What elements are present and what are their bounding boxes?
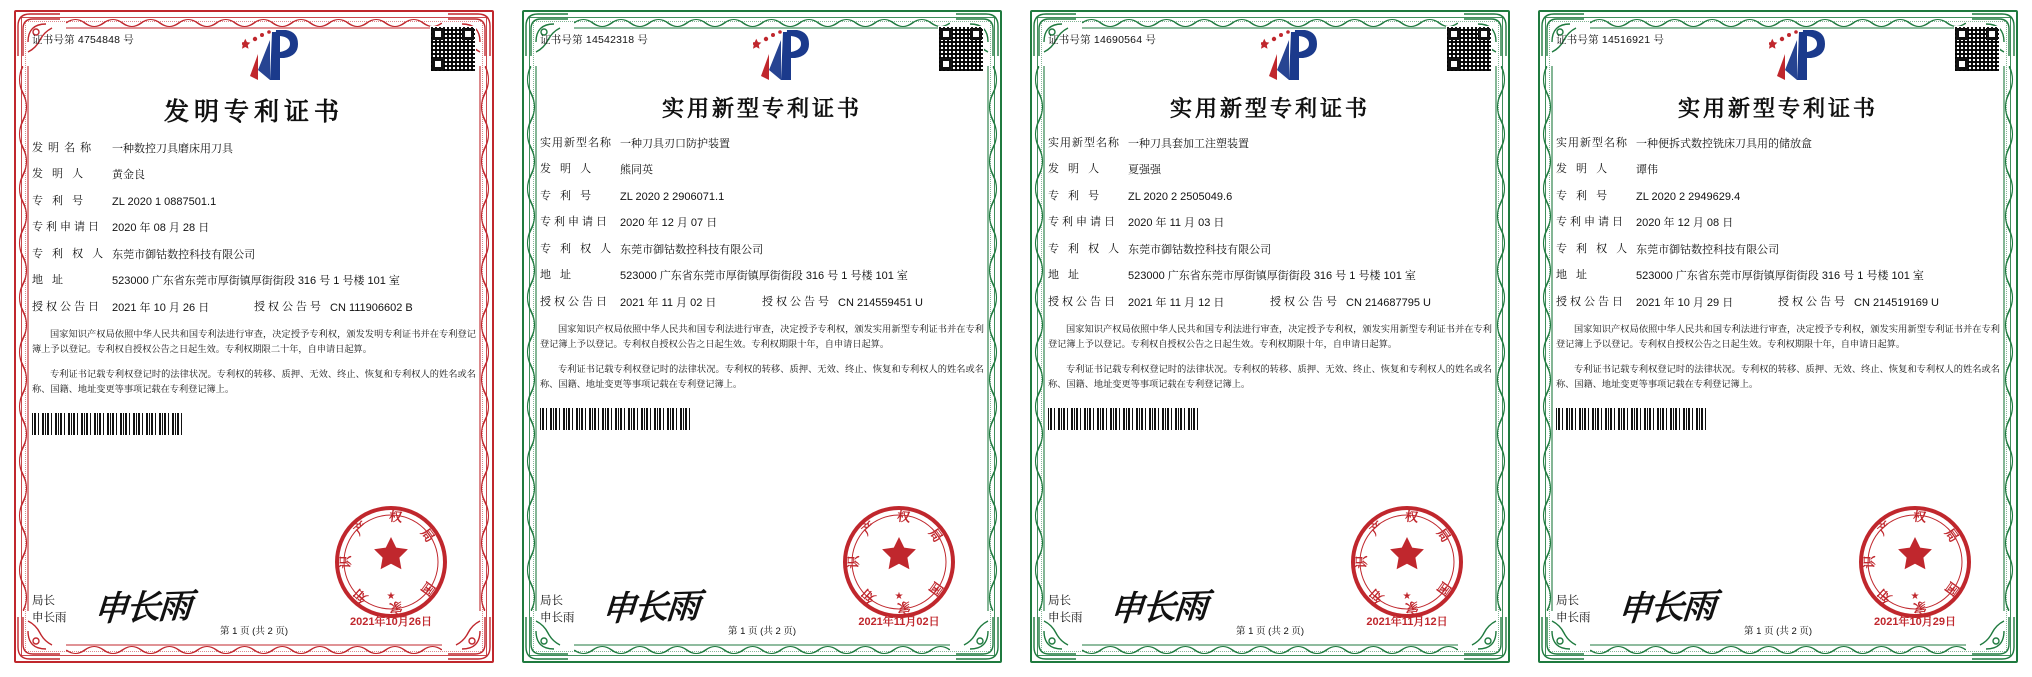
legal-paragraph: 国家知识产权局依照中华人民共和国专利法进行审查，决定授予专利权，颁发实用新型专利证书并在专利登记簿上予以登记。专利权自授权公告之日起生效。专利权期限十年，自申请日起算。 [540, 324, 984, 349]
barcode-icon [1556, 408, 1706, 430]
grant-number-field [762, 296, 984, 312]
cnipa-logo-icon [1261, 26, 1335, 84]
svg-text:★: ★ [1910, 591, 1920, 602]
field-label: 发 明 人 [1556, 163, 1611, 176]
page-title: 发明专利证书 [163, 99, 344, 126]
certificate-footer [32, 508, 476, 637]
page-number: 第 1 页 (共 2 页) [727, 626, 797, 637]
field-row [540, 163, 984, 179]
page-title: 实用新型专利证书 [1677, 96, 1878, 121]
svg-text:国: 国 [1941, 579, 1962, 599]
certificate-footer [1048, 508, 1492, 637]
field-row [540, 216, 984, 232]
svg-text:国: 国 [417, 579, 438, 599]
official-seal-icon [1348, 503, 1466, 621]
svg-text:国: 国 [925, 579, 946, 599]
edge-ornament-icon [16, 66, 30, 611]
svg-text:权: 权 [388, 508, 404, 525]
field-label: 专 利 权 人 [32, 247, 107, 260]
certificate-fields [32, 142, 476, 317]
field-row [540, 269, 984, 285]
certificate-number: 证书号第 14690564 号 [1048, 34, 1157, 46]
field-value: 523000 广东省东莞市厚街镇厚街街段 316 号 1 号楼 101 室 [1128, 270, 1416, 283]
director-label: 局长 [32, 594, 55, 607]
page-number: 第 1 页 (共 2 页) [1235, 626, 1305, 637]
edge-ornament-icon [986, 66, 1000, 611]
director-name: 申长雨 [32, 611, 67, 624]
patent-certificate [0, 0, 508, 677]
svg-text:局: 局 [925, 525, 946, 545]
field-row [1048, 163, 1492, 179]
edge-ornament-icon [2002, 66, 2016, 611]
director-name: 申长雨 [1556, 611, 1591, 624]
certificate-number: 证书号第 4754848 号 [32, 34, 135, 46]
svg-text:知: 知 [858, 585, 879, 606]
field-label: 专利申请日 [540, 216, 610, 229]
field-row [32, 248, 476, 264]
field-label: 专利申请日 [32, 221, 102, 234]
handwritten-signature: 申长雨 [92, 587, 192, 629]
certificate-header [540, 26, 984, 86]
svg-text:知: 知 [1366, 585, 1387, 606]
field-value: 东莞市御钴数控科技有限公司 [1128, 243, 1272, 256]
grant-date-label: 授权公告日 [540, 295, 610, 308]
field-value: 熊同英 [620, 164, 653, 177]
grant-date-label: 授权公告日 [1556, 295, 1626, 308]
edge-ornament-icon [1590, 643, 1966, 657]
field-value: 2020 年 12 月 07 日 [620, 217, 718, 230]
field-value: 一种刀具刃口防护装置 [620, 138, 730, 150]
field-value: 东莞市御钴数控科技有限公司 [620, 243, 764, 256]
qr-code-icon [1954, 26, 2000, 72]
field-value: 2020 年 12 月 08 日 [1636, 217, 1734, 230]
field-row [32, 142, 476, 158]
grant-date-field [1048, 296, 1270, 312]
svg-text:识: 识 [338, 555, 353, 569]
field-label: 发 明 人 [32, 168, 87, 181]
seal-date: 2021年11月12日 [1366, 616, 1448, 628]
legal-paragraph: 专利证书记载专利权登记时的法律状况。专利权的转移、质押、无效、终止、恢复和专利权人的姓名或名称、国籍、地址变更等事项记载在专利登记簿上。 [1556, 363, 2000, 389]
svg-text:家: 家 [1404, 599, 1420, 616]
field-row [540, 243, 984, 259]
legal-paragraph: 专利证书记载专利权登记时的法律状况。专利权的转移、质押、无效、终止、恢复和专利权人的姓名或名称、国籍、地址变更等事项记载在专利登记簿上。 [540, 363, 984, 389]
field-value: 一种数控刀具磨床用刀具 [112, 143, 233, 155]
svg-text:产: 产 [858, 518, 879, 539]
grant-date-field [1556, 296, 1778, 312]
cnipa-logo-icon [1769, 26, 1843, 84]
director-name: 申长雨 [1048, 611, 1083, 624]
director-label: 局长 [540, 594, 563, 607]
official-seal-icon [1856, 503, 1974, 621]
field-value: ZL 2020 2 2906071.1 [620, 190, 725, 203]
svg-text:局: 局 [417, 525, 438, 545]
field-label: 发 明 名 称 [32, 142, 93, 154]
barcode-icon [1048, 408, 1198, 430]
field-row [540, 137, 984, 153]
field-value: ZL 2020 2 2505049.6 [1128, 190, 1233, 203]
svg-text:★: ★ [386, 591, 396, 602]
certificate-header [1556, 26, 2000, 86]
field-value: 523000 广东省东莞市厚街镇厚街街段 316 号 1 号楼 101 室 [620, 270, 908, 283]
field-value: 一种便拆式数控铣床刀具用的储放盒 [1636, 138, 1812, 150]
field-label: 地 址 [540, 269, 575, 282]
director-name: 申长雨 [540, 611, 575, 624]
grant-info-row [32, 301, 476, 317]
certificate-fields [540, 137, 984, 312]
grant-date-field [32, 301, 254, 317]
field-label: 发 明 人 [1048, 163, 1103, 176]
svg-text:产: 产 [1874, 518, 1895, 539]
cnipa-logo-icon [242, 26, 316, 84]
legal-paragraph: 国家知识产权局依照中华人民共和国专利法进行审查，决定授予专利权，颁发发明专利证书并在专利登记簿上予以登记。专利权自授权公告之日起生效。专利权期限二十年，自申请日起算。 [32, 329, 476, 354]
svg-text:家: 家 [388, 599, 404, 616]
page-number: 第 1 页 (共 2 页) [219, 626, 289, 637]
field-row [32, 274, 476, 290]
grant-number-field [1270, 296, 1492, 312]
field-row [1556, 137, 2000, 153]
svg-text:权: 权 [1912, 508, 1928, 525]
seal-date: 2021年10月26日 [350, 616, 432, 628]
grant-number-field [1778, 296, 2000, 312]
grant-number-value: CN 214559451 U [838, 296, 924, 309]
director-label: 局长 [1048, 594, 1071, 607]
official-seal-icon [332, 503, 450, 621]
grant-number-label: 授权公告号 [762, 295, 832, 308]
grant-date-value: 2021 年 11 月 02 日 [620, 296, 717, 309]
qr-code-icon [1446, 26, 1492, 72]
edge-ornament-icon [524, 66, 538, 611]
legal-paragraph: 国家知识产权局依照中华人民共和国专利法进行审查，决定授予专利权，颁发实用新型专利证书并在专利登记簿上予以登记。专利权自授权公告之日起生效。专利权期限十年，自申请日起算。 [1048, 324, 1492, 349]
field-row [1556, 190, 2000, 206]
field-row [32, 168, 476, 184]
edge-ornament-icon [574, 643, 950, 657]
svg-text:产: 产 [350, 518, 371, 539]
grant-number-label: 授权公告号 [254, 300, 324, 313]
certificate-fields [1048, 137, 1492, 312]
certificate-number: 证书号第 14542318 号 [540, 34, 649, 46]
svg-text:国: 国 [1433, 579, 1454, 599]
svg-text:识: 识 [846, 555, 861, 569]
grant-number-field [254, 301, 476, 317]
field-value: 谭伟 [1636, 164, 1658, 177]
field-row [1048, 137, 1492, 153]
field-label: 实用新型名称 [540, 137, 612, 149]
grant-date-value: 2021 年 11 月 12 日 [1128, 296, 1225, 309]
field-label: 专 利 权 人 [1048, 242, 1123, 255]
field-label: 地 址 [1048, 269, 1083, 282]
field-label: 地 址 [32, 274, 67, 287]
patent-certificate [1524, 0, 2032, 677]
field-row [1048, 216, 1492, 232]
field-label: 发 明 人 [540, 163, 595, 176]
field-label: 专 利 权 人 [540, 242, 615, 255]
patent-certificate [1016, 0, 1524, 677]
barcode-icon [32, 413, 182, 435]
field-row [1556, 269, 2000, 285]
field-value: ZL 2020 1 0887501.1 [112, 195, 217, 208]
field-label: 专利申请日 [1048, 216, 1118, 229]
grant-number-label: 授权公告号 [1778, 295, 1848, 308]
cnipa-logo-icon [753, 26, 827, 84]
handwritten-signature: 申长雨 [1108, 587, 1208, 629]
edge-ornament-icon [66, 643, 442, 657]
edge-ornament-icon [478, 66, 492, 611]
grant-date-value: 2021 年 10 月 26 日 [112, 301, 210, 314]
grant-info-row [1556, 296, 2000, 312]
legal-paragraph: 专利证书记载专利权登记时的法律状况。专利权的转移、质押、无效、终止、恢复和专利权人的姓名或名称、国籍、地址变更等事项记载在专利登记簿上。 [1048, 363, 1492, 389]
qr-code-icon [938, 26, 984, 72]
barcode-icon [540, 408, 690, 430]
certificate-footer [1556, 508, 2000, 637]
field-value: 2020 年 11 月 03 日 [1128, 217, 1225, 230]
grant-number-value: CN 214519169 U [1854, 296, 1940, 309]
edge-ornament-icon [1494, 66, 1508, 611]
field-value: 一种刀具套加工注塑装置 [1128, 138, 1249, 150]
legal-paragraph: 国家知识产权局依照中华人民共和国专利法进行审查，决定授予专利权，颁发实用新型专利证书并在专利登记簿上予以登记。专利权自授权公告之日起生效。专利权期限十年，自申请日起算。 [1556, 324, 2000, 349]
page-title: 实用新型专利证书 [661, 96, 862, 121]
svg-text:权: 权 [896, 508, 912, 525]
grant-number-label: 授权公告号 [1270, 295, 1340, 308]
grant-date-label: 授权公告日 [32, 300, 102, 313]
field-row [1048, 190, 1492, 206]
field-row [1556, 243, 2000, 259]
svg-text:知: 知 [350, 585, 371, 606]
field-row [1048, 243, 1492, 259]
page-title: 实用新型专利证书 [1169, 96, 1370, 121]
certificate-number: 证书号第 14516921 号 [1556, 34, 1665, 46]
svg-text:权: 权 [1404, 508, 1420, 525]
director-label: 局长 [1556, 594, 1579, 607]
qr-code-icon [430, 26, 476, 72]
field-label: 专 利 权 人 [1556, 242, 1631, 255]
field-label: 专 利 号 [540, 189, 595, 202]
svg-text:产: 产 [1366, 518, 1387, 539]
svg-text:识: 识 [1354, 555, 1369, 569]
page-number: 第 1 页 (共 2 页) [1743, 626, 1813, 637]
svg-text:局: 局 [1941, 525, 1962, 545]
field-value: 夏强强 [1128, 164, 1161, 177]
field-label: 专利申请日 [1556, 216, 1626, 229]
field-value: 东莞市御钴数控科技有限公司 [1636, 243, 1780, 256]
field-label: 专 利 号 [1556, 189, 1611, 202]
field-label: 实用新型名称 [1556, 137, 1628, 149]
svg-text:知: 知 [1874, 585, 1895, 606]
field-value: 2020 年 08 月 28 日 [112, 222, 210, 235]
field-value: 东莞市御钴数控科技有限公司 [112, 248, 256, 261]
certificate-header [32, 26, 476, 86]
field-row [32, 195, 476, 211]
certificate-header [1048, 26, 1492, 86]
grant-number-value: CN 214687795 U [1346, 296, 1432, 309]
handwritten-signature: 申长雨 [1616, 587, 1716, 629]
grant-info-row [1048, 296, 1492, 312]
legal-paragraph: 专利证书记载专利权登记时的法律状况。专利权的转移、质押、无效、终止、恢复和专利权人的姓名或名称、国籍、地址变更等事项记载在专利登记簿上。 [32, 368, 476, 394]
seal-date: 2021年11月02日 [858, 616, 940, 628]
field-row [1048, 269, 1492, 285]
field-value: 523000 广东省东莞市厚街镇厚街街段 316 号 1 号楼 101 室 [112, 275, 400, 288]
svg-text:★: ★ [1402, 591, 1412, 602]
certificate-footer [540, 508, 984, 637]
field-label: 实用新型名称 [1048, 137, 1120, 149]
field-value: 黄金良 [112, 169, 145, 182]
field-label: 专 利 号 [1048, 189, 1103, 202]
grant-info-row [540, 296, 984, 312]
svg-text:局: 局 [1433, 525, 1454, 545]
handwritten-signature: 申长雨 [600, 587, 700, 629]
svg-text:家: 家 [1912, 599, 1928, 616]
grant-date-value: 2021 年 10 月 29 日 [1636, 296, 1734, 309]
certificate-fields [1556, 137, 2000, 312]
field-value: 523000 广东省东莞市厚街镇厚街街段 316 号 1 号楼 101 室 [1636, 270, 1924, 283]
field-row [540, 190, 984, 206]
field-value: ZL 2020 2 2949629.4 [1636, 190, 1741, 203]
grant-number-value: CN 111906602 B [330, 301, 413, 314]
svg-text:家: 家 [896, 599, 912, 616]
svg-text:识: 识 [1862, 555, 1877, 569]
official-seal-icon [840, 503, 958, 621]
edge-ornament-icon [1540, 66, 1554, 611]
patent-certificate [508, 0, 1016, 677]
edge-ornament-icon [1082, 643, 1458, 657]
field-row [1556, 216, 2000, 232]
grant-date-label: 授权公告日 [1048, 295, 1118, 308]
field-row [1556, 163, 2000, 179]
seal-date: 2021年10月29日 [1874, 616, 1956, 628]
edge-ornament-icon [1032, 66, 1046, 611]
grant-date-field [540, 296, 762, 312]
field-label: 专 利 号 [32, 194, 87, 207]
svg-text:★: ★ [894, 591, 904, 602]
field-row [32, 221, 476, 237]
field-label: 地 址 [1556, 269, 1591, 282]
